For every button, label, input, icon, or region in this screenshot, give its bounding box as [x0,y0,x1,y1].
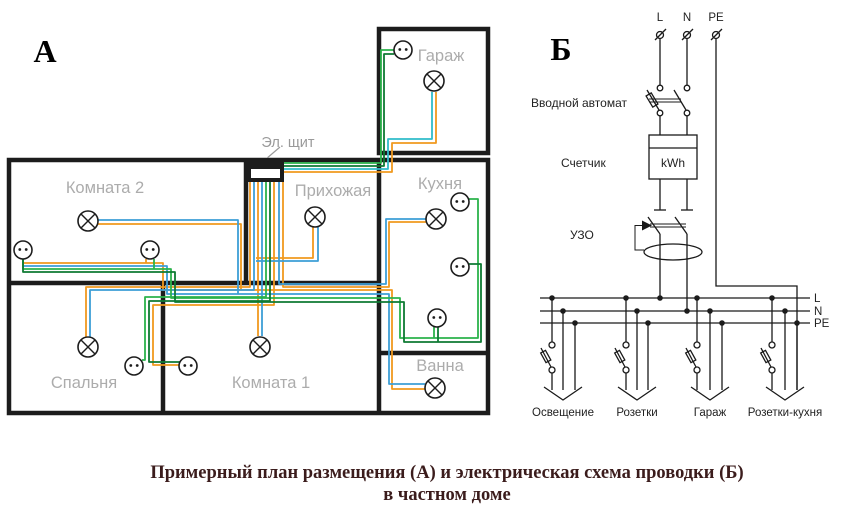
room-label-room2: Комната 2 [65,179,145,197]
room-label-bedroom: Спальня [50,374,118,392]
socket-bedroom [125,357,143,375]
branch-label-garage: Гараж [693,407,727,419]
branch-label-lighting: Освещение [532,407,594,419]
caption-line-2: в частном доме [383,485,511,505]
socket-room2-a [14,241,32,259]
room-label-kitchen: Кухня [417,175,463,193]
rcd-toroid-icon [644,244,702,260]
socket-room1 [179,357,197,375]
wire-orange-bathroom-lamp [23,259,425,389]
supply-terminals [655,12,724,40]
terminal-label-pe: PE [708,12,724,24]
room-label-garage: Гараж [417,47,465,65]
meter-label: Счетчик [561,156,606,170]
room-label-bathroom: Ванна [416,357,464,375]
branch-garage [686,298,729,419]
lamp-room1 [250,337,270,357]
bus-label-n: N [814,306,823,318]
rcd [570,217,702,311]
wire-orange-hallway-lamp [256,227,313,258]
wire-blue-bathroom-lamp [23,259,425,384]
panel-label: Эл. щит [261,135,315,151]
socket-kitchen-b [451,258,469,276]
lamp-room2 [78,211,98,231]
rcd-label: УЗО [570,228,594,242]
bus-label-l: L [814,293,821,305]
panel-slot [251,169,280,178]
caption [150,463,743,505]
lamp-bedroom [78,337,98,357]
bus-bars [540,293,830,330]
main-breaker-label: Вводной автомат [531,96,627,110]
wire-blue-bedroom-lamp [90,181,254,338]
lamp-garage [424,71,444,91]
socket-room2-b [141,241,159,259]
socket-garage [394,41,412,59]
terminal-label-n: N [682,12,692,24]
branch-label-sockets: Розетки [616,407,658,419]
terminal-label-l: L [656,12,664,24]
room-label-hallway: Прихожая [294,182,372,200]
breaker-blade-n [674,90,686,110]
caption-line-1: Примерный план размещения (А) и электрическая схема проводки (Б) [150,463,744,483]
bus-label-pe: PE [814,318,830,330]
plan-figure-label: А [33,33,57,69]
lamp-hallway [305,207,325,227]
rcd-blade-n [675,217,687,234]
energy-meter [561,135,697,210]
branch-lighting [532,298,594,419]
schematic [531,12,830,419]
meter-unit: kWh [661,156,685,170]
schematic-figure-label: Б [550,31,572,67]
room-label-room1: Комната 1 [231,374,311,392]
socket-kitchen-a [451,193,469,211]
wire-orange-room2-lamp [98,224,241,290]
branch-sockets [615,298,658,419]
socket-kitchen-c [428,309,446,327]
wire-teal-garage-lamp [284,92,432,169]
lamp-bathroom [425,378,445,398]
branch-label-kitchen-sockets: Розетки-кухня [747,407,823,419]
wire-orange-bedroom-lamp [86,181,250,338]
branch-kitchen-sockets [748,298,822,419]
floor-plan [9,29,488,413]
lamp-kitchen [426,209,446,229]
breaker-fuse-icon [646,93,658,107]
